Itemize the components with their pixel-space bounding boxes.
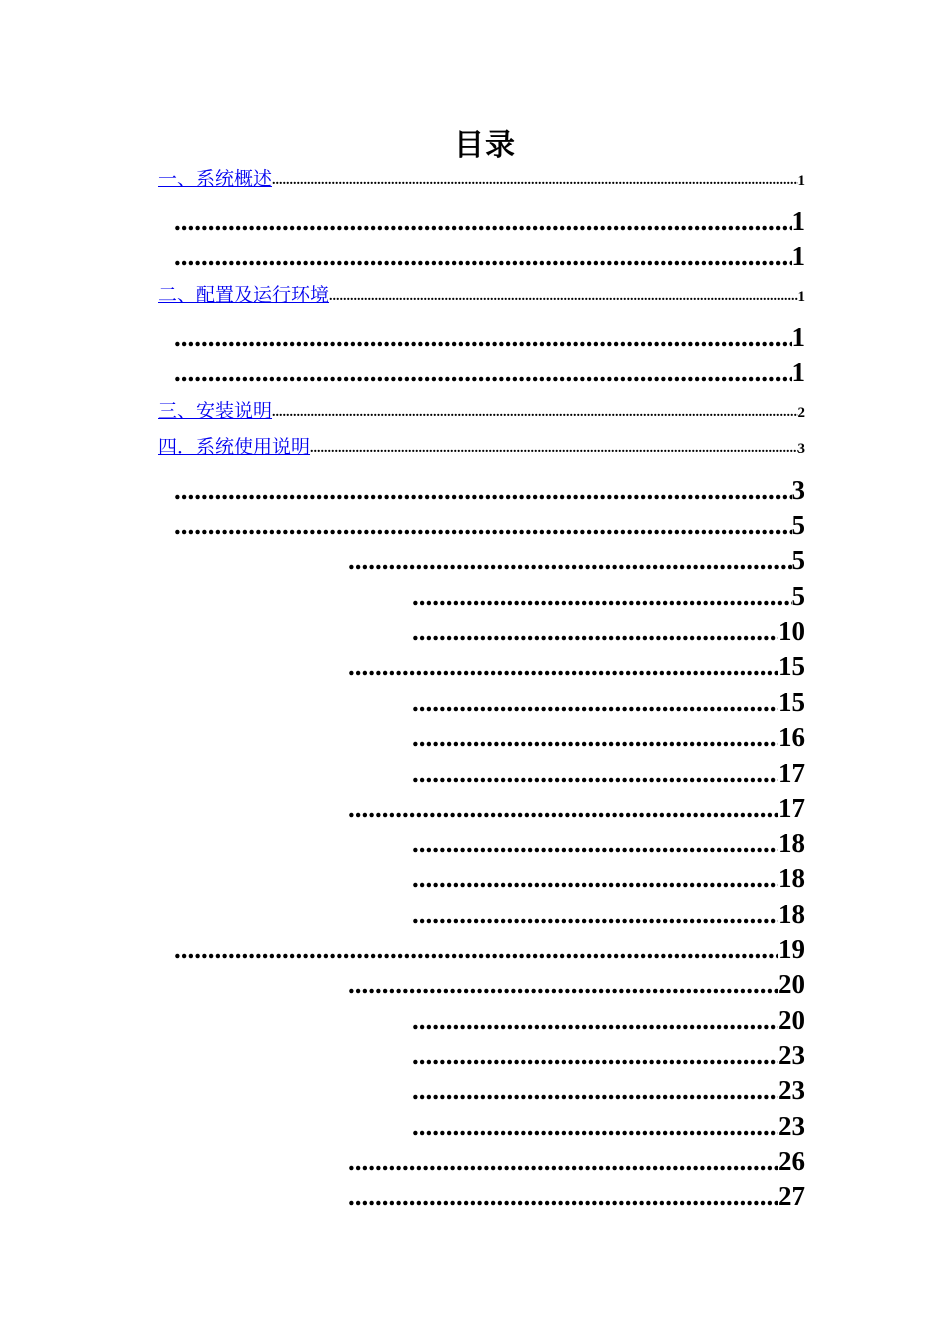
toc-leader (174, 357, 792, 387)
toc-entry[interactable] (174, 508, 805, 540)
toc-page-number: 1 (797, 173, 805, 189)
toc-page-number: 10 (778, 616, 805, 646)
toc-page-number: 5 (791, 581, 805, 611)
toc-leader (174, 934, 778, 964)
toc-page-number: 23 (778, 1040, 805, 1070)
toc-entry[interactable] (412, 756, 805, 788)
toc-leader (412, 687, 778, 717)
toc-entry[interactable] (412, 1073, 805, 1105)
toc-page-number: 1 (791, 322, 805, 352)
toc-link-environment[interactable]: 二、配置及运行环境 (158, 284, 330, 306)
toc-entry[interactable] (412, 1109, 805, 1141)
toc-page-number: 26 (778, 1146, 805, 1176)
toc-entry[interactable] (412, 826, 805, 858)
toc-entry[interactable] (348, 1179, 805, 1211)
toc-leader (412, 828, 778, 858)
toc-leader (412, 863, 778, 893)
toc-leader (272, 404, 797, 422)
toc-leader (174, 510, 792, 540)
toc-page-number: 16 (778, 722, 805, 752)
toc-page-number: 1 (791, 241, 805, 271)
toc-leader (348, 1146, 778, 1176)
toc-leader (348, 651, 778, 681)
toc-entry[interactable] (174, 473, 805, 505)
toc-leader (174, 206, 792, 236)
toc-leader (348, 1181, 778, 1211)
toc-page-number: 18 (778, 863, 805, 893)
toc-entry[interactable] (412, 861, 805, 893)
toc-page-number: 23 (778, 1075, 805, 1105)
toc-page-number: 15 (778, 687, 805, 717)
toc-leader (272, 172, 797, 190)
toc-page-number: 1 (797, 289, 805, 305)
toc-leader (174, 475, 792, 505)
toc-page-number: 1 (791, 206, 805, 236)
toc-leader (174, 241, 792, 271)
toc-leader (348, 793, 778, 823)
toc-entry[interactable] (174, 932, 805, 964)
toc-entry[interactable] (348, 967, 805, 999)
toc-entry[interactable] (174, 204, 805, 236)
toc-title: 目录 (454, 128, 516, 163)
toc-entry[interactable] (174, 320, 805, 352)
toc-leader (412, 616, 778, 646)
toc-leader (412, 1005, 778, 1035)
toc-page-number: 17 (778, 793, 805, 823)
toc-leader (348, 969, 778, 999)
toc-entry[interactable] (174, 239, 805, 271)
toc-page-number: 1 (791, 357, 805, 387)
toc-page-number: 2 (797, 405, 805, 421)
toc-leader (174, 322, 792, 352)
toc-entry[interactable] (412, 614, 805, 646)
toc-page-number: 18 (778, 828, 805, 858)
toc-page-number: 3 (797, 441, 805, 457)
toc-leader (412, 722, 778, 752)
toc-page-number: 5 (791, 545, 805, 575)
toc-leader (348, 545, 792, 575)
toc-leader (412, 899, 778, 929)
toc-entry-install[interactable] (158, 398, 805, 422)
toc-entry[interactable] (348, 543, 805, 575)
toc-link-usage[interactable]: 四．系统使用说明 (158, 436, 311, 458)
toc-entry-environment[interactable] (158, 282, 805, 306)
toc-leader (412, 758, 778, 788)
toc-entry[interactable] (348, 649, 805, 681)
toc-link-install[interactable]: 三、安装说明 (158, 400, 273, 422)
toc-leader (412, 1111, 778, 1141)
toc-entry[interactable] (174, 355, 805, 387)
toc-page-number: 19 (778, 934, 805, 964)
toc-leader (310, 440, 797, 458)
toc-page-number: 5 (791, 510, 805, 540)
toc-page-number: 27 (778, 1181, 805, 1211)
toc-page-number: 17 (778, 758, 805, 788)
toc-page-number: 23 (778, 1111, 805, 1141)
toc-leader (412, 581, 792, 611)
toc-leader (412, 1075, 778, 1105)
toc-leader (412, 1040, 778, 1070)
toc-page-number: 15 (778, 651, 805, 681)
toc-entry-system-overview[interactable] (158, 166, 805, 190)
toc-entry[interactable] (348, 791, 805, 823)
toc-page-number: 18 (778, 899, 805, 929)
toc-leader (329, 288, 797, 306)
toc-entry[interactable] (412, 720, 805, 752)
toc-page-number: 20 (778, 1005, 805, 1035)
toc-entry[interactable] (412, 579, 805, 611)
toc-entry[interactable] (412, 685, 805, 717)
toc-page-number: 20 (778, 969, 805, 999)
toc-link-system-overview[interactable]: 一、系统概述 (158, 168, 273, 190)
toc-entry-usage[interactable] (158, 434, 805, 458)
toc-entry[interactable] (412, 897, 805, 929)
toc-page-number: 3 (791, 475, 805, 505)
toc-entry[interactable] (348, 1144, 805, 1176)
toc-entry[interactable] (412, 1038, 805, 1070)
toc-entry[interactable] (412, 1003, 805, 1035)
